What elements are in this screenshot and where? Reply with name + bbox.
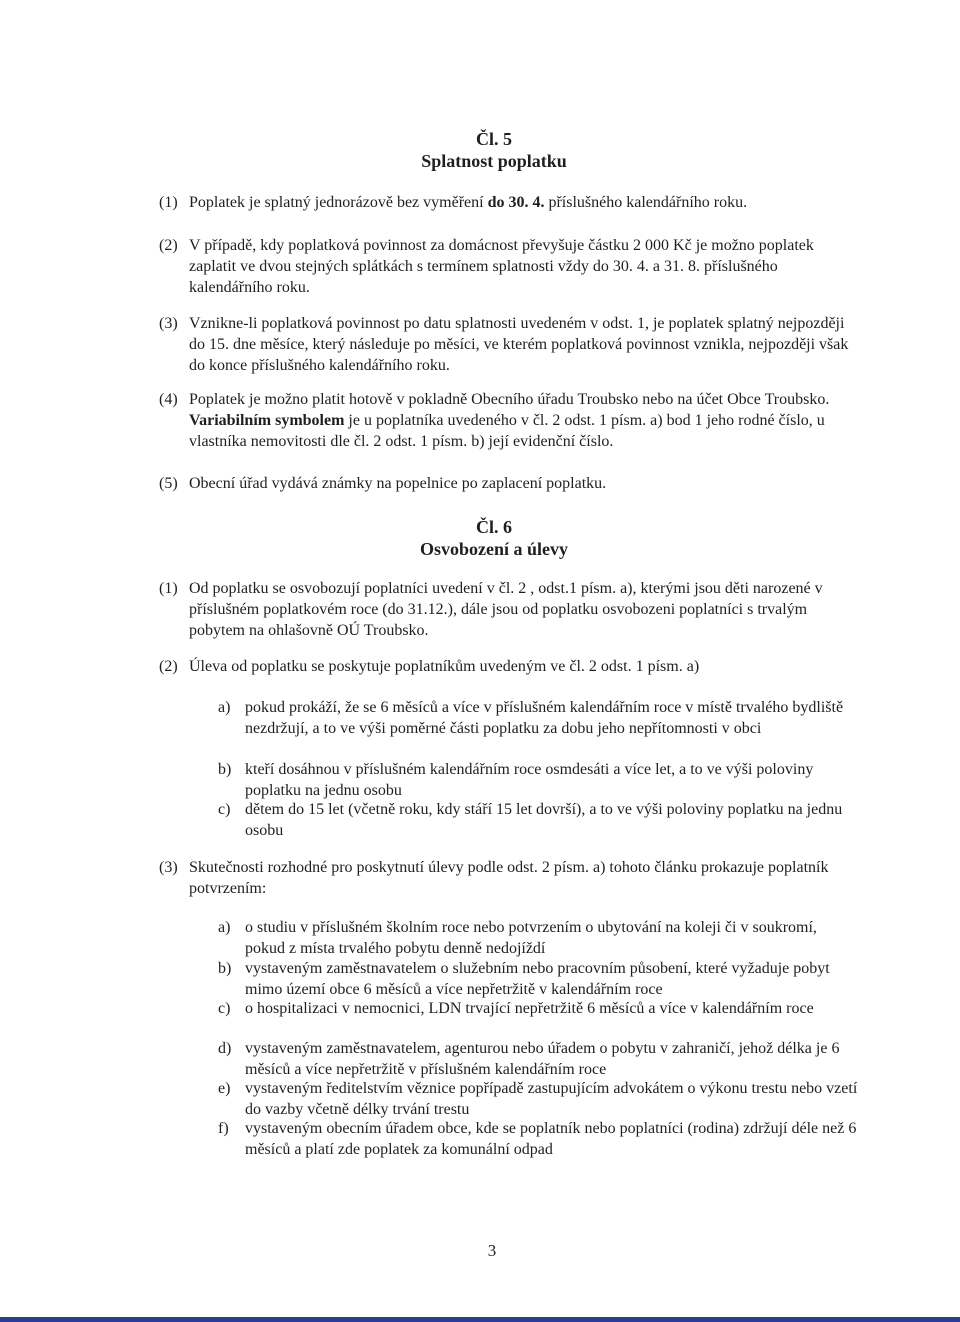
art6-paragraph-1 — [159, 578, 859, 641]
paragraph-number: (5) — [159, 475, 178, 492]
paragraph-text: Od poplatku se osvobozují poplatníci uvedení v čl. 2 , odst.1 písm. a), kterými jsou děti narozené v příslušném poplatkovém roce (do 31.12.), dále jsou od poplatku osvobozeni poplatníci s trvalým pobytem na ohlašovně OÚ Troubsko. — [189, 580, 823, 639]
relief-item-b — [218, 759, 858, 801]
art6-paragraph-3 — [159, 857, 859, 899]
art5-paragraph-2 — [159, 235, 859, 298]
item-letter: b) — [218, 960, 232, 977]
item-text: pokud prokáží, že se 6 měsíců a více v příslušném kalendářním roce v místě trvalého bydliště nezdržují, a to ve výši poměrné části poplatku za dobu jeho nepřítomnosti v obci — [245, 699, 844, 737]
art5-paragraph-5 — [159, 473, 859, 494]
article-6-number: Čl. 6 — [476, 517, 512, 537]
paragraph-number: (1) — [159, 194, 178, 211]
paragraph-number: (2) — [159, 658, 178, 675]
paragraph-text: Vznikne-li poplatková povinnost po datu splatnosti uvedeném v odst. 1, je poplatek splatný nejpozději do 15. dne měsíce, který následuje po měsíci, ve kterém poplatková povinnost vznikla, nejpozději však do konce příslušného kalendářního roku. — [189, 315, 849, 374]
art5-paragraph-1 — [159, 192, 859, 213]
art5-paragraph-3 — [159, 313, 859, 376]
item-letter: e) — [218, 1080, 231, 1097]
item-text: vystaveným zaměstnavatelem o služebním nebo pracovním působení, které vyžaduje pobyt mimo území obce 6 měsíců a více nepřetržitě v kalendářním roce — [245, 960, 830, 998]
paragraph-number: (4) — [159, 391, 178, 408]
item-letter: a) — [218, 699, 231, 716]
proof-item-c — [218, 998, 858, 1019]
item-letter: c) — [218, 1000, 231, 1017]
proof-item-e — [218, 1078, 858, 1120]
proof-item-b — [218, 958, 858, 1000]
relief-item-a — [218, 697, 858, 739]
art5-paragraph-4 — [159, 389, 859, 452]
item-text: o hospitalizaci v nemocnici, LDN trvající nepřetržitě 6 měsíců a více v kalendářním roce — [245, 1000, 814, 1017]
paragraph-text: Poplatek je splatný jednorázově bez vyměření do 30. 4. příslušného kalendářního roku. — [189, 194, 748, 211]
article-5-number: Čl. 5 — [476, 129, 512, 149]
item-text: o studiu v příslušném školním roce nebo potvrzením o ubytování na koleji či v soukromí, pokud z místa trvalého pobytu denně nedojíždí — [245, 919, 817, 957]
item-text: dětem do 15 let (včetně roku, kdy stáří 15 let dovrší), a to ve výši poloviny poplatku na jednu osobu — [245, 801, 843, 839]
item-text: vystaveným zaměstnavatelem, agenturou nebo úřadem o pobytu v zahraničí, jehož délka je 6 měsíců a více nepřetržitě v příslušném kalendářním roce — [245, 1040, 840, 1078]
paragraph-text: Úleva od poplatku se poskytuje poplatníkům uvedeným ve čl. 2 odst. 1 písm. a) — [189, 658, 700, 675]
item-letter: a) — [218, 919, 231, 936]
paragraph-number: (3) — [159, 315, 178, 332]
paragraph-text: V případě, kdy poplatková povinnost za domácnost převyšuje částku 2 000 Kč je možno poplatek zaplatit ve dvou stejných splátkách s termínem splatnosti vždy do 30. 4. a 31. 8. příslušného kalendářního roku. — [189, 237, 814, 296]
paragraph-text: Skutečnosti rozhodné pro poskytnutí úlevy podle odst. 2 písm. a) tohoto článku prokazuje poplatník potvrzením: — [189, 859, 829, 897]
proof-item-d — [218, 1038, 858, 1080]
item-text: kteří dosáhnou v příslušném kalendářním roce osmdesáti a více let, a to ve výši poloviny poplatku na jednu osobu — [245, 761, 814, 799]
paragraph-number: (1) — [159, 580, 178, 597]
paragraph-text: Poplatek je možno platit hotově v pokladně Obecního úřadu Troubsko nebo na účet Obce Troubsko. Variabilním symbolem je u poplatníka uvedeného v čl. 2 odst. 1 písm. a) bod 1 jeho rodné číslo, u vlastníka nemovitosti dle čl. 2 odst. 1 písm. b) její evidenční číslo. — [189, 391, 830, 450]
relief-item-c — [218, 799, 858, 841]
bottom-scan-edge — [0, 1317, 960, 1322]
paragraph-number: (3) — [159, 859, 178, 876]
item-letter: f) — [218, 1120, 229, 1137]
item-letter: d) — [218, 1040, 232, 1057]
item-text: vystaveným obecním úřadem obce, kde se poplatník nebo poplatníci (rodina) zdržují déle než 6 měsíců a platí zde poplatek za komunální odpad — [245, 1120, 857, 1158]
item-text: vystaveným ředitelstvím věznice popřípadě zastupujícím advokátem o výkonu trestu nebo vzetí do vazby včetně délky trvání trestu — [245, 1080, 858, 1118]
paragraph-text: Obecní úřad vydává známky na popelnice po zaplacení poplatku. — [189, 475, 607, 492]
art6-paragraph-2 — [159, 656, 859, 677]
item-letter: c) — [218, 801, 231, 818]
proof-item-f — [218, 1118, 858, 1160]
page-number: 3 — [487, 1241, 497, 1260]
paragraph-number: (2) — [159, 237, 178, 254]
item-letter: b) — [218, 761, 232, 778]
article-6-title: Osvobození a úlevy — [419, 539, 568, 559]
proof-item-a — [218, 917, 858, 959]
article-5-title: Splatnost poplatku — [421, 151, 567, 171]
